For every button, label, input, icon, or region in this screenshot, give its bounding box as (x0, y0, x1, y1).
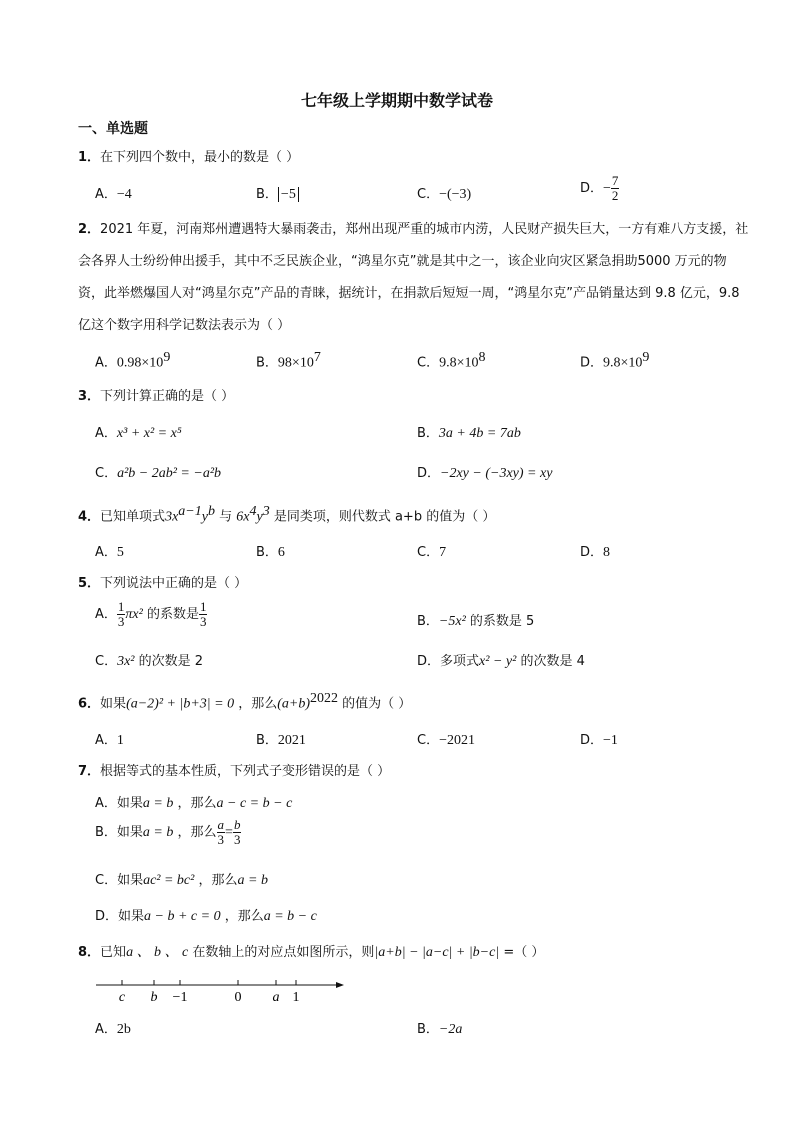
exponent: 7 (313, 350, 321, 365)
math-term: y (201, 509, 208, 525)
question-1 (78, 146, 299, 165)
option-value: 98×10 (277, 355, 314, 371)
math-expression: |a+b| − |a−c| + |b−c| (374, 945, 500, 960)
question-text: =（ ） (499, 945, 545, 960)
question-text: 已知 (100, 945, 127, 960)
q1-option-a[interactable] (95, 183, 132, 203)
option-label: B． (256, 187, 278, 202)
fraction: $\frac{b}{3}$ (233, 817, 241, 847)
q8-option-a[interactable] (95, 1018, 131, 1038)
question-text: 与 (219, 509, 233, 525)
question-text: 是同类项，则代数式 a+b 的值为（ ） (273, 509, 496, 525)
q1-option-c[interactable] (417, 183, 471, 203)
q4-option-c[interactable] (417, 541, 446, 561)
q6-option-d[interactable] (580, 729, 618, 749)
option-value: a²b − 2ab² = −a²b (117, 466, 222, 481)
option-label: A． (95, 607, 117, 622)
option-label: A． (95, 733, 117, 748)
option-value: −2a (438, 1022, 463, 1037)
option-label: B． (417, 614, 439, 629)
option-label: D． (417, 466, 441, 481)
question-number: 6． (78, 696, 101, 712)
q8-option-b[interactable] (417, 1018, 462, 1038)
question-text: 2021 年夏，河南郑州遭遇特大暴雨袭击，郑州出现严重的城市内涝，人民财产损失巨大，一方有难八方支援，社会各界人士纷纷伸出援手，其中不乏民族企业，“鸿星尔克”就是其中之一，该企业向灾区紧急捐助5000 万元的物资，此举燃爆国人对“鸿星尔克”产品的青睐，据统计，在捐款后短短一周，“鸿星尔克”产品销量达到 9.8 亿元，9.8 亿这个数字用科学记数法表示为（ ） (78, 222, 749, 333)
math-expression: (a−2)² + |b+3| = 0 (126, 696, 235, 712)
exponent: 4 (249, 504, 257, 519)
option-text: 的系数是 (142, 607, 199, 622)
question-5 (78, 572, 247, 591)
fraction: $\frac{1}{3}$ (199, 599, 207, 629)
question-6 (78, 691, 411, 712)
exponent: 9 (163, 350, 171, 365)
math-term: a = b (142, 825, 174, 840)
option-value: 8 (603, 545, 611, 560)
q2-option-d[interactable] (580, 350, 649, 371)
option-value: −1 (603, 733, 618, 748)
option-text: 的次数是 4 (516, 654, 585, 669)
label-a: a (272, 990, 280, 1005)
q5-option-d[interactable] (417, 650, 585, 670)
option-label: A． (95, 355, 117, 371)
math-term: −5x² (438, 614, 466, 629)
q4-option-d[interactable] (580, 541, 610, 561)
option-text: ，那么 (177, 825, 217, 840)
option-label: B． (256, 545, 278, 560)
q5-option-b[interactable] (417, 610, 534, 630)
q7-option-a[interactable] (95, 792, 292, 812)
math-term: a = b (142, 796, 174, 811)
option-label: D． (580, 355, 604, 371)
q5-option-c[interactable] (95, 650, 203, 670)
option-label: B． (417, 426, 439, 441)
option-text: 的次数是 2 (134, 654, 204, 669)
question-text: ，那么 (238, 696, 278, 712)
option-label: A． (95, 187, 117, 202)
math-term: x² − y² (479, 654, 517, 669)
math-term: ac² = bc² (143, 873, 195, 888)
option-text: 的系数是 5 (465, 614, 535, 629)
question-text: 下列计算正确的是（ ） (100, 389, 235, 404)
math-term: πx² (125, 607, 143, 622)
q7-option-d[interactable] (95, 905, 317, 925)
fraction: $\frac{a}{3}$ (217, 817, 225, 847)
question-text: 下列说法中正确的是（ ） (100, 576, 248, 591)
option-value: 1 (116, 733, 124, 748)
math-term: a 、 b 、 c (126, 945, 189, 960)
question-number: 4． (78, 509, 101, 525)
question-text: 如果 (100, 696, 127, 712)
question-number: 7． (78, 764, 101, 779)
option-value: −(−3) (439, 187, 472, 202)
option-label: B． (256, 355, 278, 371)
arrow-head (336, 982, 344, 988)
q3-option-c[interactable] (95, 462, 221, 482)
option-label: C． (95, 466, 118, 481)
math-term: a − b + c = 0 (144, 909, 221, 924)
question-number: 1． (78, 150, 101, 165)
label-1: 1 (292, 990, 300, 1005)
math-term: 3x² (117, 654, 135, 669)
option-value: −5 (278, 187, 299, 202)
option-label: C． (417, 187, 440, 202)
exponent: a−1 (178, 504, 202, 519)
option-label: D． (580, 181, 604, 196)
exponent: 2022 (310, 691, 339, 706)
question-8 (78, 941, 544, 961)
math-term: a − c = b − c (216, 796, 293, 811)
q3-option-d[interactable] (417, 462, 552, 482)
option-label: A． (95, 1022, 117, 1037)
section-heading: 一、单选题 (78, 121, 148, 137)
option-label: C． (95, 654, 118, 669)
q1-option-d[interactable] (580, 174, 619, 203)
fraction: $\frac{1}{3}$ (117, 599, 125, 629)
option-label: B． (256, 733, 278, 748)
option-label: C． (417, 733, 440, 748)
option-text: 多项式 (440, 654, 480, 669)
option-value: 9.8×10 (603, 355, 643, 371)
math-term: 6x (236, 509, 250, 525)
question-text: 的值为（ ） (338, 696, 412, 712)
q4-option-a[interactable] (95, 541, 124, 561)
question-number: 8． (78, 945, 101, 960)
option-label: D．如果 (95, 909, 145, 924)
q6-option-c[interactable] (417, 729, 475, 749)
question-text: 已知单项式 (100, 509, 166, 525)
q4-option-b[interactable] (256, 541, 285, 561)
option-value: x³ + x² = x⁵ (116, 426, 182, 441)
question-text: 在下列四个数中，最小的数是（ ） (100, 150, 300, 165)
label-b: b (150, 990, 158, 1005)
math-term: a = b − c (263, 909, 317, 924)
option-value: −2xy − (−3xy) = xy (440, 466, 553, 481)
page-title: 七年级上学期期中数学试卷 (300, 91, 493, 110)
label-0: 0 (234, 990, 242, 1005)
q2-option-c[interactable] (417, 350, 485, 371)
q3-option-a[interactable] (95, 422, 182, 442)
option-label: C．如果 (95, 873, 144, 888)
q1-option-b[interactable] (256, 183, 299, 203)
question-text: 根据等式的基本性质，下列式子变形错误的是（ ） (100, 764, 391, 779)
option-label: B． (417, 1022, 439, 1037)
exponent: b (207, 504, 215, 519)
option-label: D． (580, 545, 604, 560)
exponent: 3 (262, 504, 270, 519)
question-3 (78, 385, 234, 404)
option-text: ，那么 (198, 873, 238, 888)
option-label: A． (95, 545, 117, 560)
math-term: 3x (165, 509, 179, 525)
option-sign: − (603, 181, 611, 196)
question-4 (78, 504, 495, 525)
q2-option-a[interactable] (95, 350, 170, 371)
math-term: a = b (237, 873, 268, 888)
exponent: 8 (478, 350, 486, 365)
fraction: $\frac{7}{2}$ (611, 173, 619, 203)
option-label: A．如果 (95, 796, 143, 811)
option-value: −4 (116, 187, 132, 202)
option-value: 3a + 4b = 7ab (438, 426, 521, 441)
question-number: 3． (78, 389, 101, 404)
label-neg1: −1 (172, 990, 188, 1005)
number-line (90, 974, 350, 1008)
question-2 (78, 214, 750, 342)
q6-option-a[interactable] (95, 729, 124, 749)
option-value: −2021 (439, 733, 475, 748)
option-label: A． (95, 426, 117, 441)
q5-option-a[interactable] (95, 600, 207, 629)
option-text: ，那么 (224, 909, 264, 924)
question-7 (78, 760, 390, 779)
q2-option-b[interactable] (256, 350, 321, 371)
option-value: 0.98×10 (116, 355, 164, 371)
option-label: C． (417, 355, 440, 371)
option-label: D． (417, 654, 441, 669)
option-value: 2b (116, 1022, 131, 1037)
equals-sign: = (225, 825, 233, 840)
q7-option-b[interactable] (95, 818, 241, 847)
option-label: B．如果 (95, 825, 143, 840)
question-text: 在数轴上的对应点如图所示，则 (192, 945, 375, 960)
option-text: ，那么 (177, 796, 217, 811)
option-value: 9.8×10 (439, 355, 479, 371)
option-label: D． (580, 733, 604, 748)
option-value: 5 (116, 545, 124, 560)
question-number: 2． (78, 222, 101, 237)
math-expression: (a+b) (277, 696, 311, 712)
label-c: c (118, 990, 126, 1005)
option-label: C． (417, 545, 440, 560)
question-number: 5． (78, 576, 101, 591)
math-term: y (256, 509, 263, 525)
q7-option-c[interactable] (95, 869, 268, 889)
q6-option-b[interactable] (256, 729, 306, 749)
option-value: 2021 (277, 733, 306, 748)
option-value: 6 (277, 545, 285, 560)
q3-option-b[interactable] (417, 422, 521, 442)
option-value: 7 (439, 545, 447, 560)
exponent: 9 (642, 350, 650, 365)
